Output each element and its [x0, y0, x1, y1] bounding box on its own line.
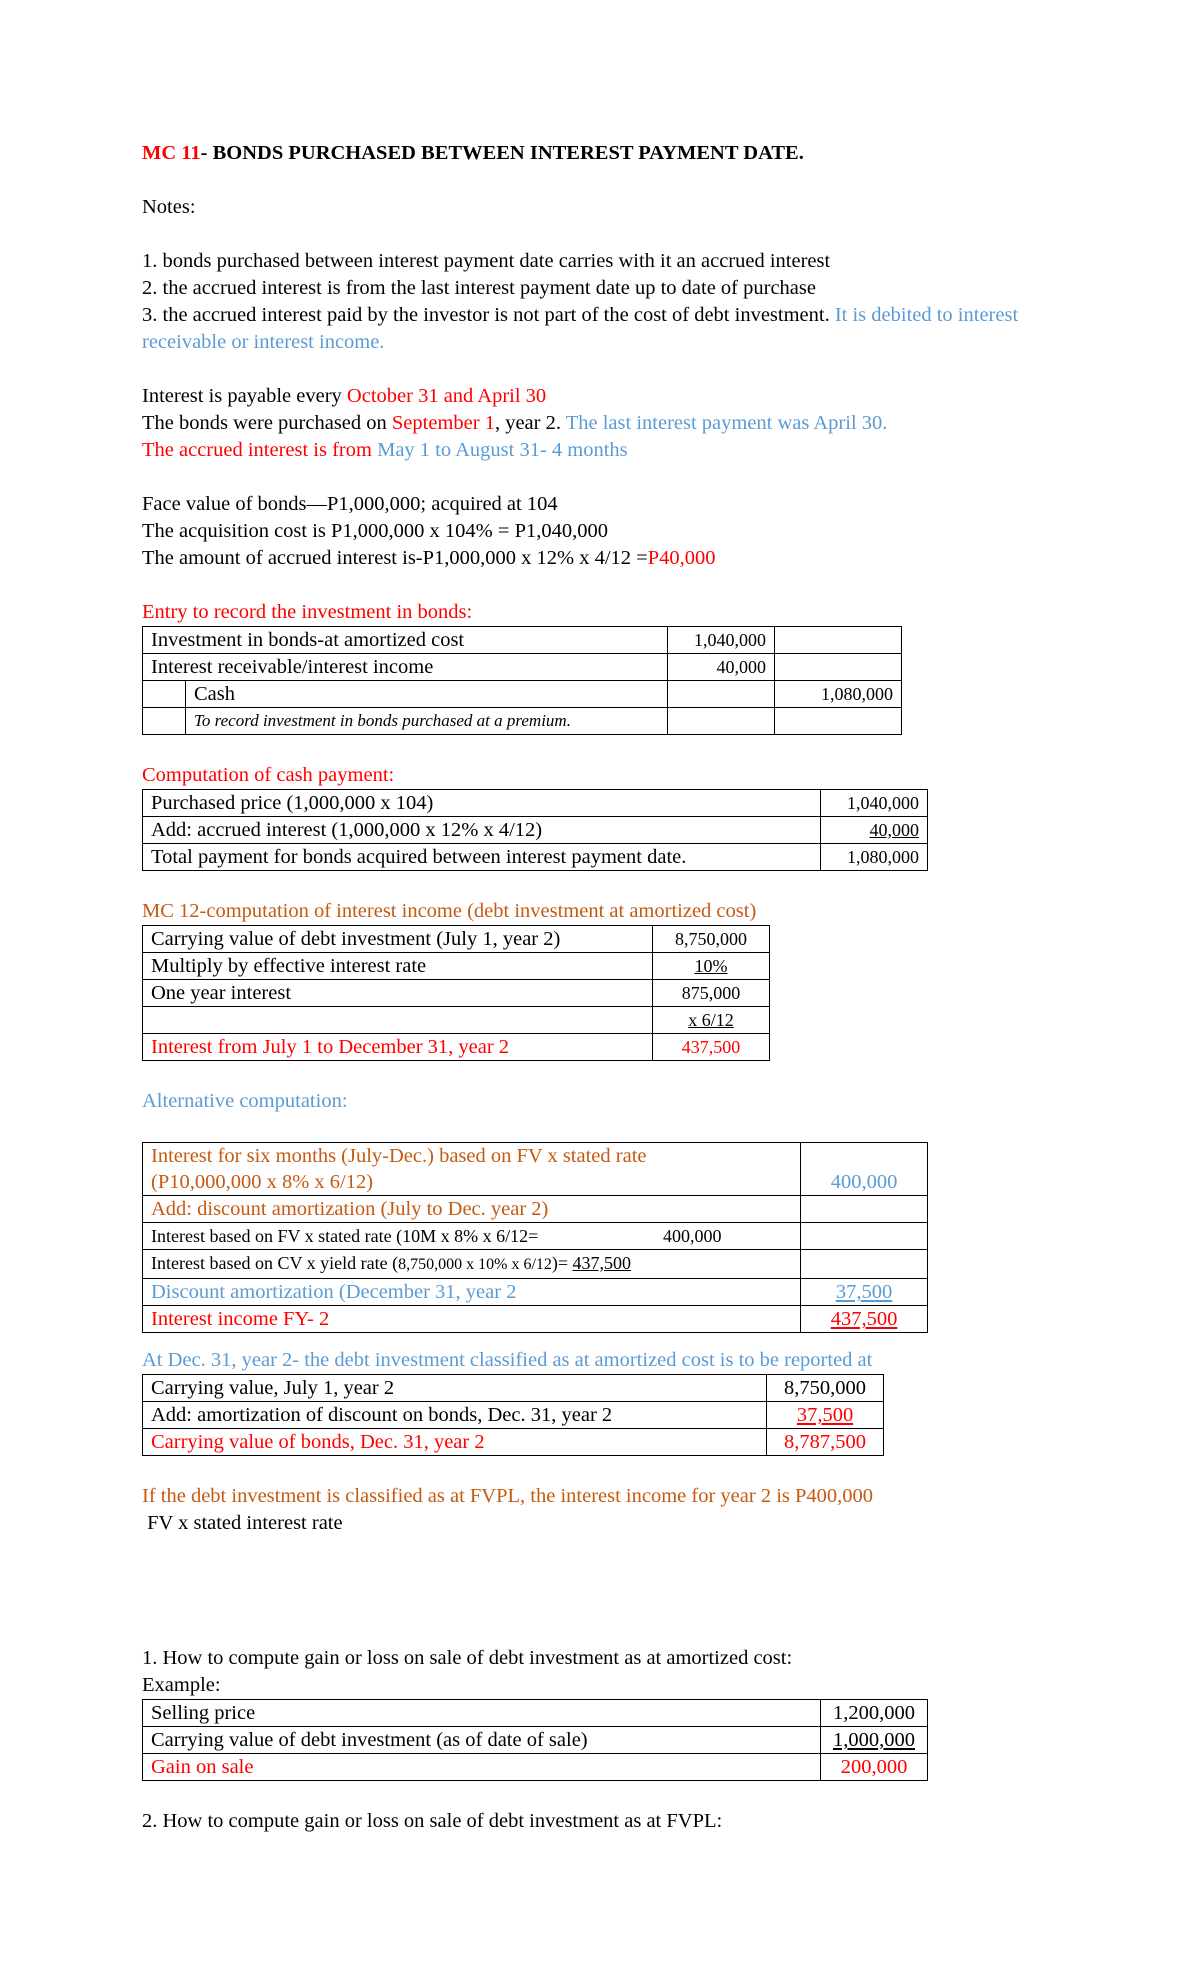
alt-heading: Alternative computation:	[142, 1090, 348, 1112]
table-row: Interest income FY- 2 437,500	[143, 1306, 928, 1333]
entry-label: Investment in bonds-at amortized cost	[143, 627, 668, 654]
entry-debit: 40,000	[668, 654, 775, 681]
fvpl-line: If the debt investment is classified as at FVPL, the interest income for year 2 is P400,000	[142, 1485, 874, 1507]
table-row: Carrying value of debt investment (July 1, year 2) 8,750,000	[143, 926, 770, 953]
acquisition-cost-line: The acquisition cost is P1,000,000 x 104% = P1,040,000	[142, 520, 608, 542]
table-row: Total payment for bonds acquired between interest payment date. 1,080,000	[143, 844, 928, 871]
entry-credit	[775, 654, 902, 681]
table-row: Add: discount amortization (July to Dec. year 2)	[143, 1196, 928, 1223]
table-row: Interest based on CV x yield rate (8,750,000 x 10% x 6/12)= 437,500	[143, 1250, 928, 1279]
table-row: Selling price 1,200,000	[143, 1700, 928, 1727]
table-row: Carrying value, July 1, year 2 8,750,000	[143, 1375, 884, 1402]
entry-label: Interest receivable/interest income	[143, 654, 668, 681]
mc12-table	[142, 925, 770, 1061]
entry-credit	[775, 627, 902, 654]
entry-heading: Entry to record the investment in bonds:	[142, 601, 473, 623]
note-1: 1. bonds purchased between interest payment date carries with it an accrued interest	[142, 250, 831, 272]
table-row: One year interest 875,000	[143, 980, 770, 1007]
cash-payment-table	[142, 789, 928, 871]
table-row: x 6/12	[143, 1007, 770, 1034]
accrued-period-line: The accrued interest is from May 1 to August 31- 4 months	[142, 439, 628, 461]
table-row: Carrying value of debt investment (as of date of sale) 1,000,000	[143, 1727, 928, 1754]
entry-debit	[668, 681, 775, 708]
entry-debit: 1,040,000	[668, 627, 775, 654]
entry-label: Cash	[186, 681, 668, 708]
table-row	[143, 681, 902, 708]
table-row: Interest for six months (July-Dec.) based on FV x stated rate	[143, 1143, 928, 1170]
gain-question-1: 1. How to compute gain or loss on sale of debt investment as at amortized cost:	[142, 1647, 793, 1669]
table-row	[143, 654, 902, 681]
table-row: Interest based on FV x stated rate (10M x 8% x 6/12= 400,000	[143, 1223, 928, 1250]
note-3: 3. the accrued interest paid by the investor is not part of the cost of debt investment. It is debited to interest receivable or interest income.	[142, 304, 1019, 353]
table-row: Interest from July 1 to December 31, year 2 437,500	[143, 1034, 770, 1061]
carrying-value-table	[142, 1374, 884, 1456]
page-title	[142, 140, 1102, 167]
accrued-amount-line: The amount of accrued interest is-P1,000,000 x 12% x 4/12 =P40,000	[142, 547, 716, 569]
table-row: Add: accrued interest (1,000,000 x 12% x 4/12) 40,000	[143, 817, 928, 844]
cash-heading: Computation of cash payment:	[142, 764, 395, 786]
face-value-line: Face value of bonds—P1,000,000; acquired at 104	[142, 493, 558, 515]
table-row	[143, 627, 902, 654]
entry-memo: To record investment in bonds purchased at a premium.	[186, 708, 668, 735]
dec31-heading: At Dec. 31, year 2- the debt investment classified as at amortized cost is to be reported at	[142, 1349, 873, 1371]
journal-entry-table	[142, 626, 902, 735]
title-text: - BONDS PURCHASED BETWEEN INTEREST PAYMENT DATE.	[200, 142, 804, 164]
interest-payable-line: Interest is payable every October 31 and April 30	[142, 385, 547, 407]
table-row	[143, 708, 902, 735]
table-row: (P10,000,000 x 8% x 6/12) 400,000	[143, 1169, 928, 1196]
table-row: Purchased price (1,000,000 x 104) 1,040,000	[143, 790, 928, 817]
entry-credit: 1,080,000	[775, 681, 902, 708]
alternative-table	[142, 1142, 928, 1333]
table-row: Multiply by effective interest rate 10%	[143, 953, 770, 980]
gain-question-2: 2. How to compute gain or loss on sale of debt investment as at FVPL:	[142, 1810, 723, 1832]
fvpl-note: FV x stated interest rate	[142, 1512, 343, 1534]
note-2: 2. the accrued interest is from the last interest payment date up to date of purchase	[142, 277, 816, 299]
gain-on-sale-table	[142, 1699, 928, 1781]
table-row: Discount amortization (December 31, year 2 37,500	[143, 1279, 928, 1306]
table-row: Add: amortization of discount on bonds, Dec. 31, year 2 37,500	[143, 1402, 884, 1429]
notes-label: Notes:	[142, 196, 196, 218]
table-row: Gain on sale 200,000	[143, 1754, 928, 1781]
document-page	[142, 140, 1102, 1835]
mc12-heading: MC 12-computation of interest income (debt investment at amortized cost)	[142, 900, 757, 922]
purchase-date-line: The bonds were purchased on September 1, year 2. The last interest payment was April 30.	[142, 412, 888, 434]
table-row: Carrying value of bonds, Dec. 31, year 2 8,787,500	[143, 1429, 884, 1456]
example-label: Example:	[142, 1674, 221, 1696]
title-mc: MC 11	[142, 142, 201, 164]
